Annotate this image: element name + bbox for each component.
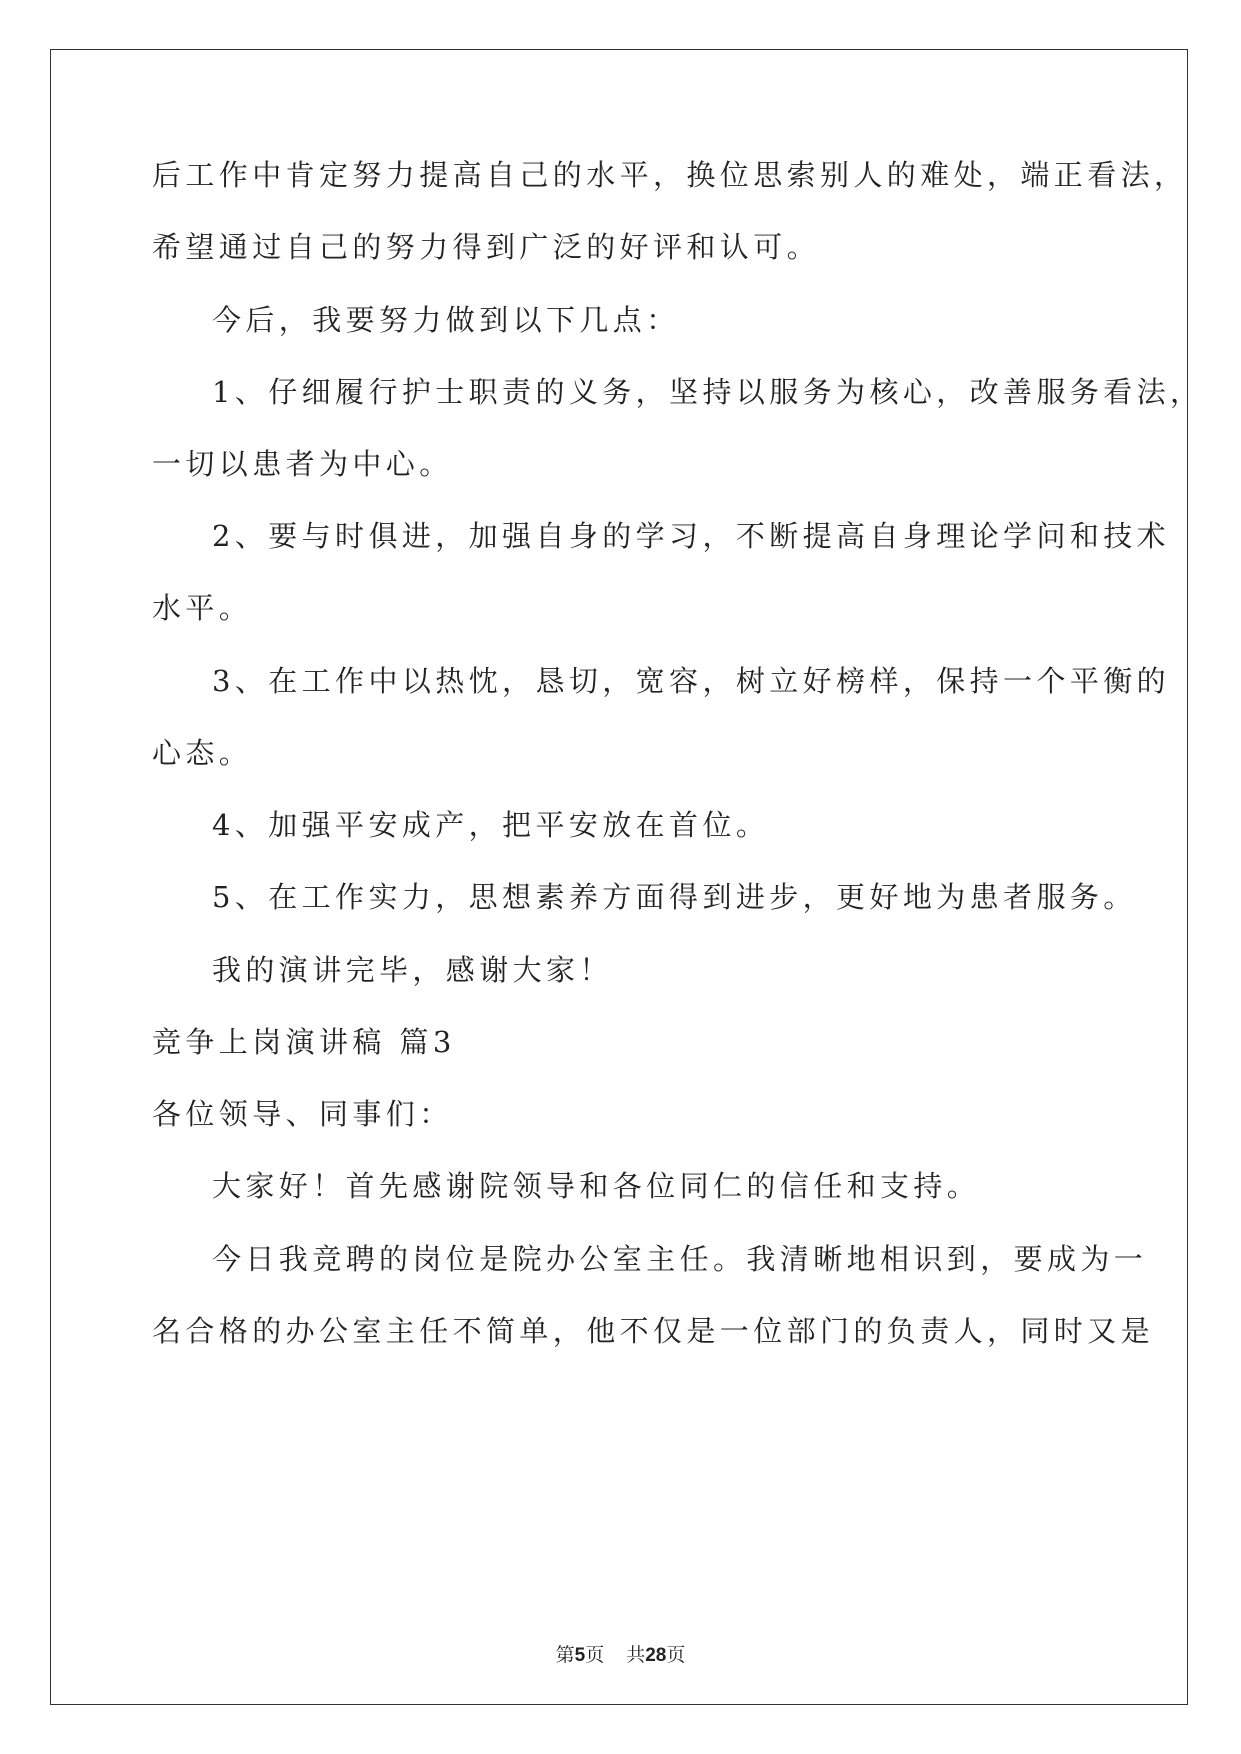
list-item: 2、要与时俱进，加强自身的学习，不断提高自身理论学问和技术: [212, 519, 1171, 553]
page-number: 5: [574, 1645, 586, 1666]
text-line: 大家好！首先感谢院领导和各位同仁的信任和支持。: [212, 1169, 981, 1203]
page-prefix: 第: [555, 1644, 575, 1666]
text-line: 今日我竞聘的岗位是院办公室主任。我清晰地相识到，要成为一: [212, 1242, 1148, 1276]
text-line: 名合格的办公室主任不简单，他不仅是一位部门的负责人，同时又是: [152, 1314, 1155, 1348]
text-line: 一切以患者为中心。: [152, 447, 453, 481]
total-suffix: 页: [666, 1644, 686, 1666]
list-item: 1、仔细履行护士职责的义务，坚持以服务为核心，改善服务看法，: [212, 375, 1204, 409]
section-heading: 竞争上岗演讲稿 篇3: [152, 1025, 456, 1059]
list-item: 3、在工作中以热忱，恳切，宽容，树立好榜样，保持一个平衡的: [212, 664, 1171, 698]
text-line: 心态。: [152, 736, 253, 770]
total-pages: 28: [645, 1645, 667, 1666]
text-line: 后工作中肯定努力提高自己的水平，换位思索别人的难处，端正看法，: [152, 158, 1188, 192]
page-footer: [0, 1640, 1241, 1667]
text-line: 我的演讲完毕，感谢大家！: [212, 953, 613, 987]
text-line: 希望通过自己的努力得到广泛的好评和认可。: [152, 230, 821, 264]
page-suffix: 页: [585, 1644, 605, 1666]
salutation: 各位领导、同事们：: [152, 1097, 453, 1131]
list-item: 4、加强平安成产，把平安放在首位。: [212, 808, 770, 842]
text-line: 水平。: [152, 591, 253, 625]
list-item: 5、在工作实力，思想素养方面得到进步，更好地为患者服务。: [212, 880, 1137, 914]
total-prefix: 共: [626, 1644, 646, 1666]
text-line: 今后，我要努力做到以下几点：: [212, 303, 680, 337]
